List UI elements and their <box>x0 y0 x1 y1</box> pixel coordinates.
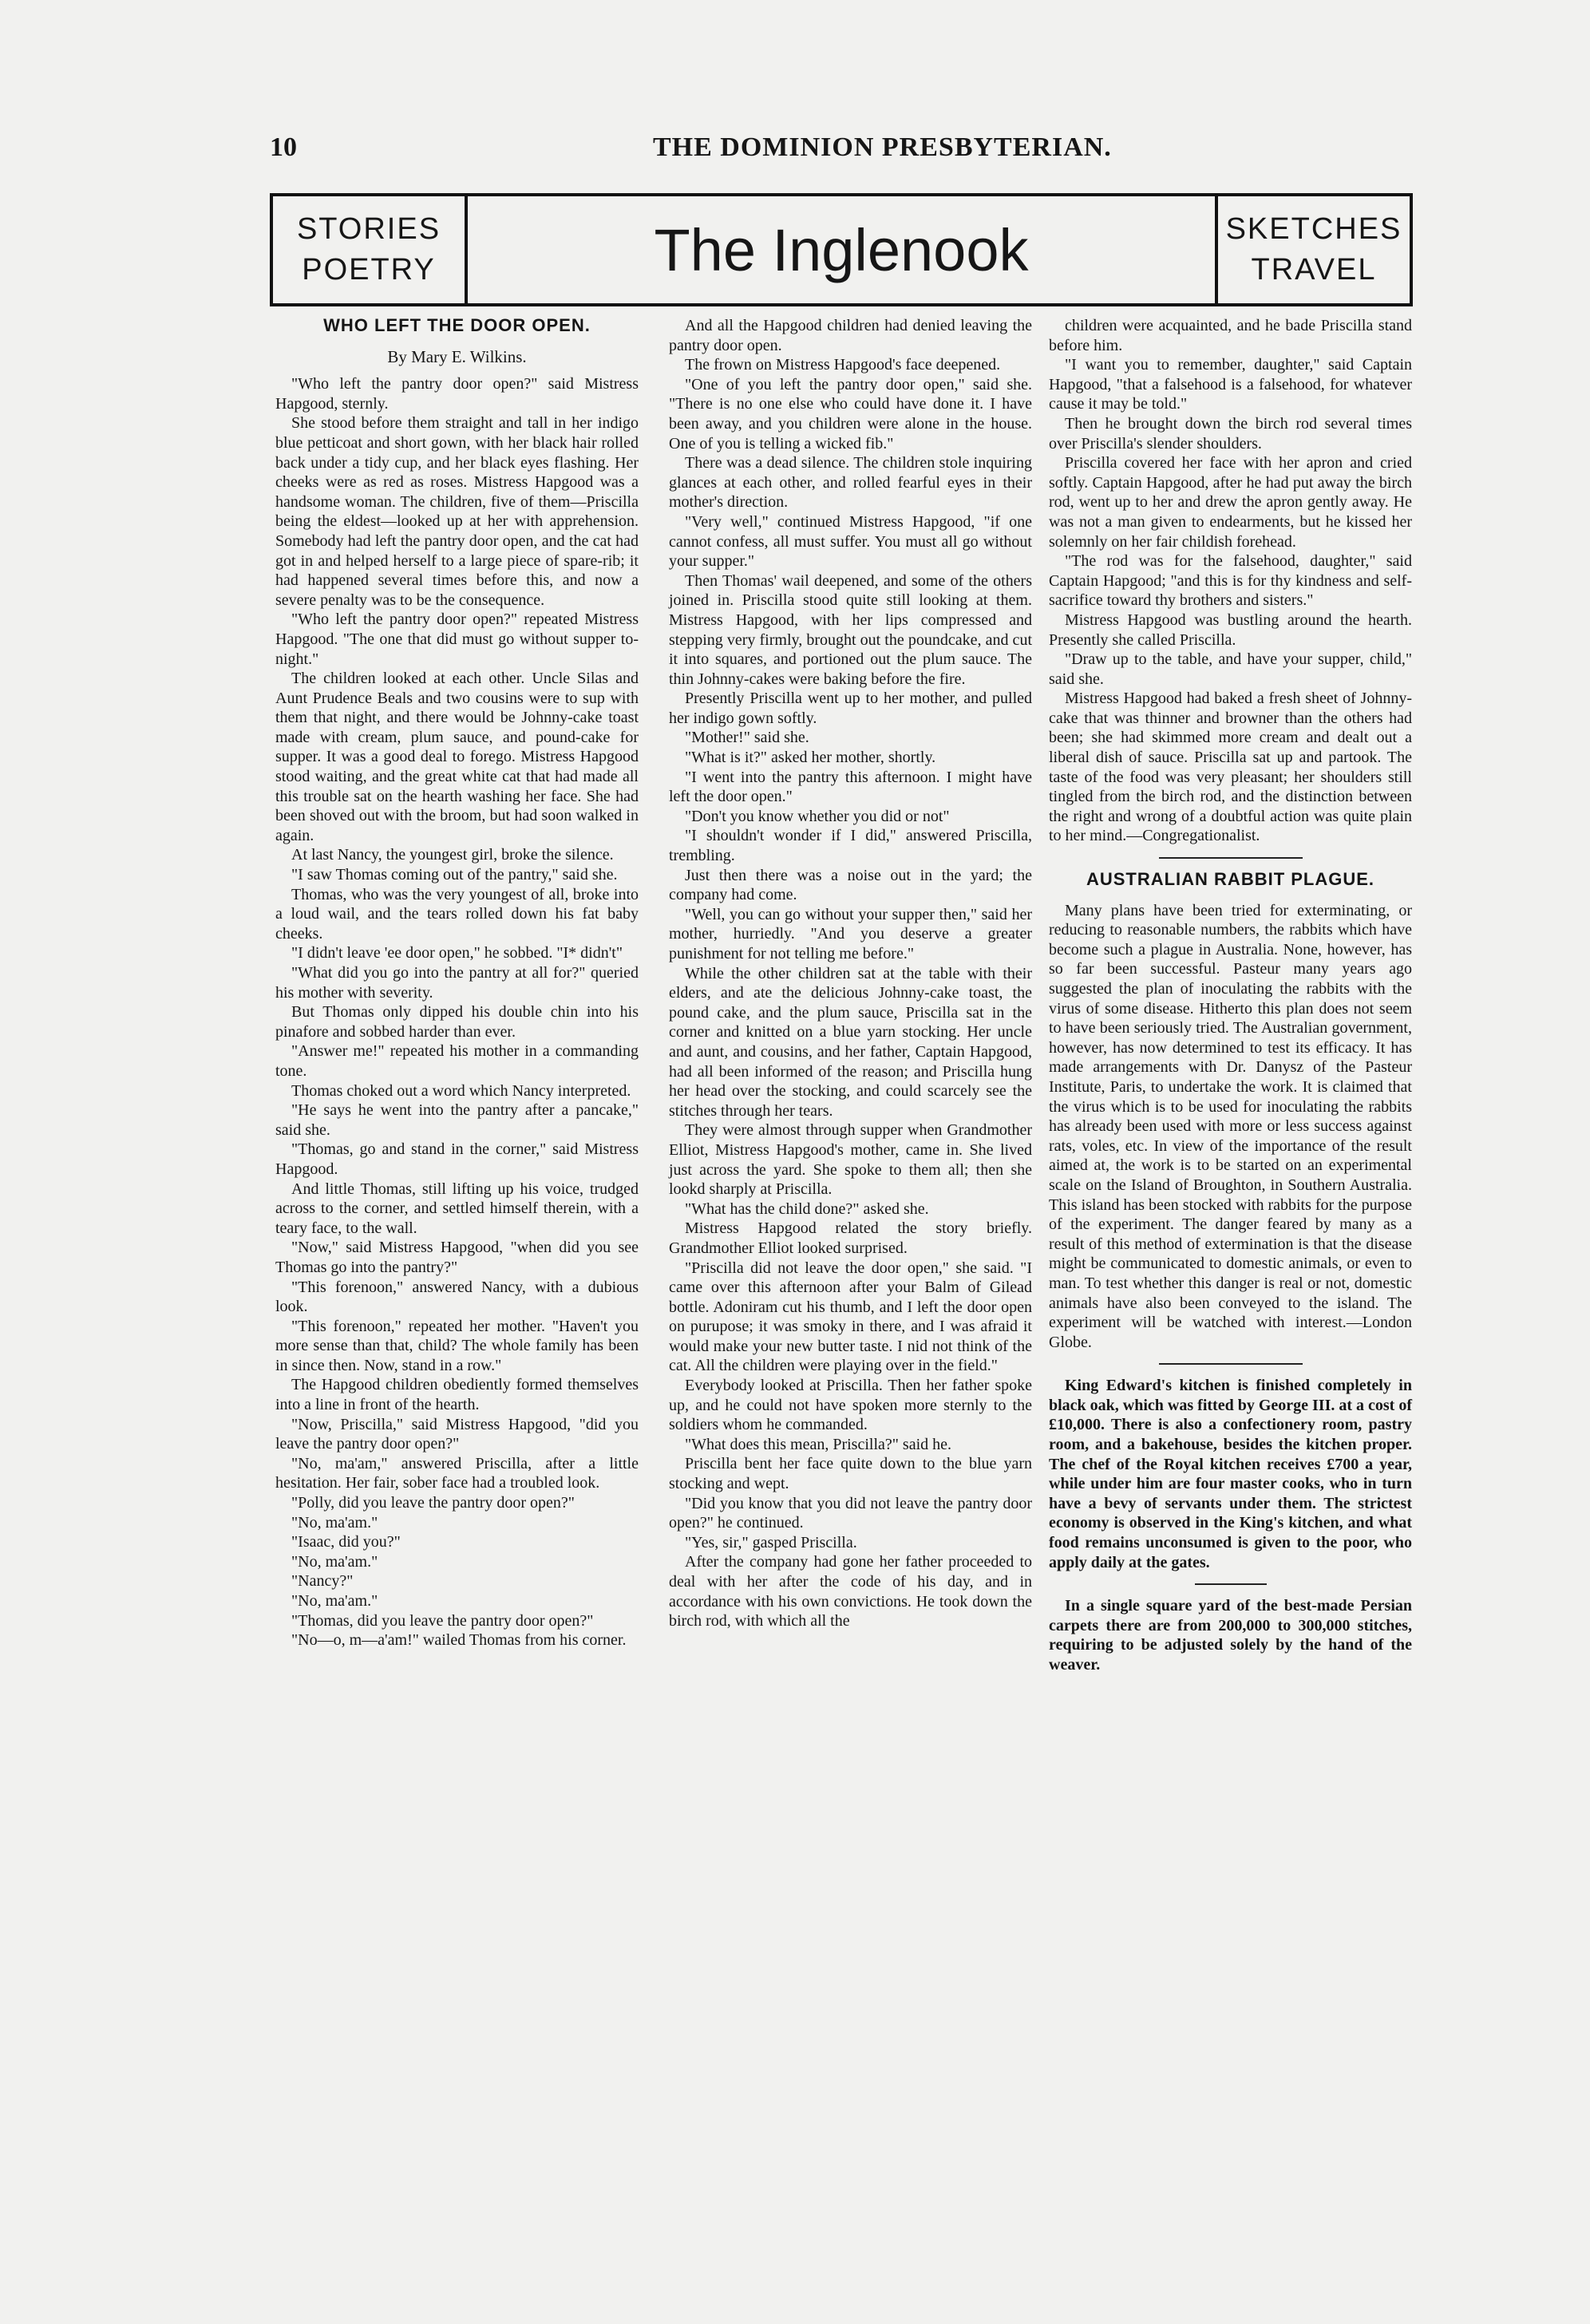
banner-right-line-1: SKETCHES <box>1225 211 1402 246</box>
story-paragraph: But Thomas only dipped his double chin into his pinafore and sobbed harder than ever. <box>275 1003 639 1041</box>
story-paragraph: "Draw up to the table, and have your supper, child," said she. <box>1049 650 1412 688</box>
divider-rule <box>1195 1583 1267 1585</box>
story-paragraph: Presently Priscilla went up to her mother, and pulled her indigo gown softly. <box>669 690 1032 727</box>
story-paragraph: "Mother!" said she. <box>685 729 809 747</box>
story-paragraph: They were almost through supper when Grandmother Elliot, Mistress Hapgood's mother, came in. She lived just across the yard. She spoke to them all; then she lookd sharply at Priscilla. <box>669 1121 1032 1199</box>
rabbit-article-title: AUSTRALIAN RABBIT PLAGUE. <box>1086 869 1375 890</box>
story-paragraph: The Hapgood children obediently formed themselves into a line in front of the hearth. <box>275 1376 639 1414</box>
story-paragraph: After the company had gone her father proceeded to deal with her after the code of his day, and in accordance with his own convictions. He took down the birch rod, with which all the <box>669 1553 1032 1630</box>
story-paragraph: Thomas choked out a word which Nancy interpreted. <box>291 1081 631 1100</box>
banner-right-box <box>1215 196 1410 303</box>
story-byline: By Mary E. Wilkins. <box>387 346 527 366</box>
story-paragraph: "Yes, sir," gasped Priscilla. <box>685 1533 857 1551</box>
story-paragraph: "Priscilla did not leave the door open," she said. "I came over this afternoon after your Balm of Gilead bottle. Adoniram cut his thumb, and I left the door open on purupose; it was smoky in there, and I was afraid it would make your new butter taste. I nid not think of the cat. All the children were playing over in the field." <box>669 1259 1032 1375</box>
story-paragraph: Mistress Hapgood related the story briefly. Grandmother Elliot looked surprised. <box>669 1219 1032 1257</box>
story-paragraph: At last Nancy, the youngest girl, broke the silence. <box>291 846 614 864</box>
story-paragraph: "What has the child done?" asked she. <box>685 1200 929 1218</box>
story-paragraph: "I went into the pantry this afternoon. I might have left the door open." <box>669 768 1032 806</box>
story-paragraph: "What is it?" asked her mother, shortly. <box>685 749 936 767</box>
story-paragraph: "Well, you can go without your supper then," said her mother, hurriedly. "And you deserve a greater punishment for not telling me before." <box>669 905 1032 962</box>
story-paragraph: "He says he went into the pantry after a pancake," said she. <box>275 1101 639 1139</box>
story-paragraph: "Nancy?" <box>291 1572 354 1591</box>
story-paragraph: "No—o, m—a'am!" wailed Thomas from his corner. <box>291 1631 627 1650</box>
story-paragraph: "What did you go into the pantry at all for?" queried his mother with severity. <box>275 964 639 1002</box>
story-paragraph: "This forenoon," answered Nancy, with a dubious look. <box>275 1278 639 1316</box>
story-paragraph: "Don't you know whether you did or not" <box>685 807 950 825</box>
story-paragraph: And all the Hapgood children had denied leaving the pantry door open. <box>669 317 1032 354</box>
story-paragraph: "No, ma'am," answered Priscilla, after a little hesitation. Her fair, sober face had a troubled look. <box>275 1454 639 1492</box>
story-paragraph: "Isaac, did you?" <box>291 1533 401 1551</box>
column-1-body <box>275 374 639 1650</box>
story-paragraph: "I shouldn't wonder if I did," answered Priscilla, trembling. <box>669 827 1032 865</box>
page-header <box>270 132 1411 169</box>
story-paragraph: Just then there was a noise out in the yard; the company had come. <box>669 866 1032 904</box>
story-paragraph: "Thomas, did you leave the pantry door open?" <box>291 1611 594 1630</box>
story-paragraph: "Answer me!" repeated his mother in a commanding tone. <box>275 1042 639 1080</box>
story-paragraph: "Who left the pantry door open?" repeated Mistress Hapgood. "The one that did must go without supper to-night." <box>275 611 639 668</box>
story-paragraph: "Who left the pantry door open?" said Mistress Hapgood, sternly. <box>275 375 639 413</box>
story-paragraph: Everybody looked at Priscilla. Then her father spoke up, and he could not have spoken more sternly to the soldiers whom he commanded. <box>669 1377 1032 1434</box>
story-paragraph: "What does this mean, Priscilla?" said he. <box>685 1435 952 1453</box>
story-paragraph: The frown on Mistress Hapgood's face deepened. <box>685 356 1001 374</box>
story-paragraph: "No, ma'am." <box>291 1552 378 1571</box>
story-paragraph: "This forenoon," repeated her mother. "Haven't you more sense than that, child? The whole family has been in since then. Now, stand in a row." <box>275 1317 639 1374</box>
story-paragraph: And little Thomas, still lifting up his voice, trudged across to the corner, and settled himself therein, with a teary face, to the wall. <box>275 1180 639 1237</box>
story-paragraph: "One of you left the pantry door open," said she. "There is no one else who could have done it. I have been away, and you children were alone in the house. One of you is telling a wicked fib." <box>669 375 1032 453</box>
banner-right-line-2: TRAVEL <box>1251 253 1377 287</box>
section-banner <box>270 193 1413 306</box>
rabbit-article-text: Many plans have been tried for exterminating, or reducing to reasonable numbers, the rabbits which have become such a plague in Australia. None, however, has so far been successful. Pasteur many years ago suggested the plan of inoculating the rabbits with the virus of some disease. Hitherto this plan does not seem to have been seriously tried. The Australian government, however, has now determined to test its efficacy. It has made arrangements with Dr. Danysz of the Pasteur Institute, Paris, to undertake the work. It is claimed that the virus which is to be used for inoculating the rabbits has already been used with more or less success against rats, voles, etc. In view of the importance of the result aimed at, the work is to be started on an experimental scale on the Island of Broughton, in Southern Australia. This island has been stocked with rabbits for the purpose of the experiment. The danger feared by many as a result of this method of extermination is that the disease might be communicated to domestic animals, or even to man. To test whether this danger is real or not, domestic animals have also been conveyed to the island. The experiment will be watched with interest.—London Globe. <box>1049 901 1412 1351</box>
story-title: WHO LEFT THE DOOR OPEN. <box>323 315 591 335</box>
story-paragraph: She stood before them straight and tall in her indigo blue petticoat and short gown, with her black hair rolled back under a tidy cup, and her black eyes flashing. Her cheeks were as red as roses. Mistress Hapgood was a handsome woman. The children, five of them—Priscilla being the eldest—looked up at her with apprehension. Somebody had left the pantry door open, and the cat had got in and helped herself to a large piece of spare-rib; it had happened several times before this, and now a severe penalty was to be the consequence. <box>275 414 639 609</box>
column-2-body <box>669 316 1032 1631</box>
story-paragraph: While the other children sat at the table with their elders, and ate the delicious Johnny-cake toast, the pound cake, and the plum sauce, Priscilla sat in the corner and knitted on a blue yarn stocking. Her uncle and aunt, and cousins, and her father, Captain Hapgood, had all been informed of the reason; and Priscilla hung her head over the stocking, and could scarcely see the stitches through her tears. <box>669 964 1032 1120</box>
divider-rule <box>1159 1363 1303 1365</box>
banner-left-box <box>273 196 468 303</box>
story-paragraph: "No, ma'am." <box>291 1513 378 1532</box>
story-paragraph: Thomas, who was the very youngest of all, broke into a loud wail, and the tears rolled down his fat baby cheeks. <box>275 885 639 943</box>
story-paragraph: "I saw Thomas coming out of the pantry," said she. <box>291 866 618 884</box>
column-1 <box>275 316 639 1650</box>
column-3 <box>1049 316 1412 1675</box>
story-paragraph: Mistress Hapgood had baked a fresh sheet of Johnny-cake that was thinner and browner than the others had been; she had skimmed more cream and dealt out a liberal dish of sauce. Priscilla sat up and partook. The taste of the food was very pleasant; her shoulders still tingled from the birch rod, and the distinction between the right and wrong of a doubtful action was quite plain to her mind.—Congregationalist. <box>1049 690 1412 845</box>
column-3-body <box>1049 316 1412 846</box>
story-paragraph: "The rod was for the falsehood, daughter," said Captain Hapgood; "and this is for thy kindness and self-sacrifice toward thy brothers and sisters." <box>1049 552 1412 610</box>
story-paragraph: Priscilla bent her face quite down to the blue yarn stocking and wept. <box>669 1455 1032 1493</box>
banner-left-line-1: STORIES <box>296 211 441 246</box>
kitchen-note: King Edward's kitchen is finished completely in black oak, which was fitted by George III. at a cost of £10,000. There is also a confectionery room, pastry room, and a bakehouse, besides the kitchen proper. The chef of the Royal kitchen receives £700 a year, while under him are four master cooks, who in turn have a bevy of servants under them. The strictest economy is observed in the King's kitchen, and what food remains unconsumed is given to the poor, who apply daily at the gates. <box>1049 1377 1412 1571</box>
story-paragraph: Then Thomas' wail deepened, and some of the others joined in. Priscilla stood quite still looking at them. Mistress Hapgood, with her lips compressed and stepping very firmly, brought out the poundcake, and cut it into squares, and portioned out the plum sauce. The thin Johnny-cakes were baking before the fire. <box>669 571 1032 688</box>
story-paragraph: "Did you know that you did not leave the pantry door open?" he continued. <box>669 1494 1032 1532</box>
story-paragraph: "Thomas, go and stand in the corner," said Mistress Hapgood. <box>275 1140 639 1178</box>
story-paragraph: There was a dead silence. The children stole inquiring glances at each other, and rolled fearful eyes in their mother's direction. <box>669 454 1032 512</box>
story-paragraph: Mistress Hapgood was bustling around the hearth. Presently she called Priscilla. <box>1049 611 1412 649</box>
carpets-note: In a single square yard of the best-made Persian carpets there are from 200,000 to 300,000 stitches, requiring to be adjusted solely by the hand of the weaver. <box>1049 1597 1412 1674</box>
section-title: The Inglenook <box>654 216 1029 283</box>
page-number: 10 <box>270 132 297 162</box>
story-paragraph: Priscilla covered her face with her apron and cried softly. Captain Hapgood, after he had put away the birch rod, went up to her and drew the apron gently away. He was not a man given to endearments, but he kissed her solemnly on her fair childish forehead. <box>1049 454 1412 551</box>
divider-rule <box>1159 857 1303 859</box>
story-paragraph: "I want you to remember, daughter," said Captain Hapgood, "that a falsehood is a falsehood, for whatever cause it may be told." <box>1049 356 1412 413</box>
story-paragraph: "I didn't leave 'ee door open," he sobbed. "I* didn't" <box>291 944 623 962</box>
banner-left-line-2: POETRY <box>302 253 436 287</box>
story-paragraph: Then he brought down the birch rod several times over Priscilla's slender shoulders. <box>1049 414 1412 453</box>
story-paragraph: "Now," said Mistress Hapgood, "when did you see Thomas go into the pantry?" <box>275 1239 639 1276</box>
story-paragraph: "Polly, did you leave the pantry door open?" <box>291 1494 575 1512</box>
column-2 <box>669 316 1032 1631</box>
story-paragraph: The children looked at each other. Uncle Silas and Aunt Prudence Beals and two cousins were to sup with them that night, and there would be Johnny-cake toast made with cream, plum sauce, and pound-cake for supper. It was a good deal to forego. Mistress Hapgood stood waiting, and the great white cat that had made all this trouble sat on the hearth washing her face. She had been shoved out with the broom, but had soon walked in again. <box>275 670 639 844</box>
story-paragraph: "Now, Priscilla," said Mistress Hapgood, "did you leave the pantry door open?" <box>275 1415 639 1453</box>
story-paragraph: "Very well," continued Mistress Hapgood, "if one cannot confess, all must suffer. You must all go without your supper." <box>669 512 1032 571</box>
story-paragraph: children were acquainted, and he bade Priscilla stand before him. <box>1049 317 1412 354</box>
newspaper-title: THE DOMINION PRESBYTERIAN. <box>653 132 1112 162</box>
story-paragraph: "No, ma'am." <box>291 1592 378 1610</box>
